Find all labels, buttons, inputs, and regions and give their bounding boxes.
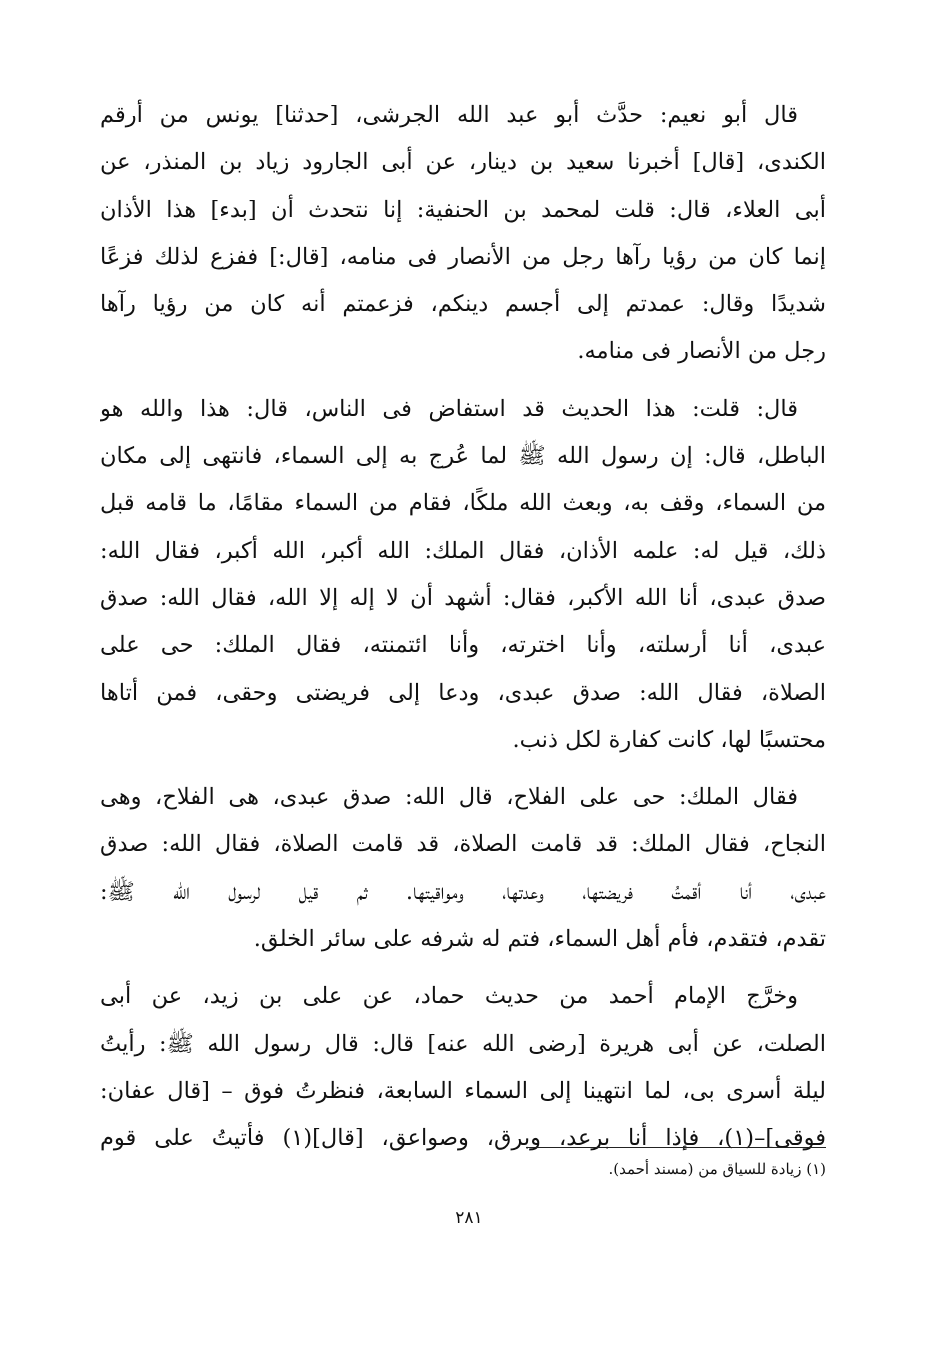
text-line: شديدًا وقال: عمدتم إلى أجسم دينكم، فزعمتم أنه كان من رؤيا رآها — [100, 291, 826, 318]
paragraph-1 — [100, 92, 826, 376]
text-line: الصلت، عن أبى هريرة [رضى الله عنه] قال: قال رسول الله ﷺ: رأيتُ — [100, 1030, 826, 1057]
body-text — [100, 92, 826, 1173]
text-line: الباطل، قال: إن رسول الله ﷺ لما عُرج به إلى السماء، فانتهى إلى مكان — [100, 443, 826, 470]
text-line: رجل من الأنصار فى منامه. — [577, 338, 826, 365]
text-line: من السماء، وقف به، وبعث الله ملكًا، فقام من السماء مقامًا، ما قامه قبل — [100, 490, 826, 517]
paragraph-4 — [100, 973, 826, 1162]
text-line: وخرَّج الإمام أحمد من حديث حماد، عن على بن زيد، عن أبى — [100, 983, 798, 1010]
text-line: صدق عبدى، أنا الله الأكبر، فقال: أشهد أن لا إله إلا الله، فقال الله: صدق — [100, 584, 826, 611]
text-line: ليلة أسرى بى، لما انتهينا إلى السماء السابعة، فنظرتُ فوق – [قال عفان: — [100, 1077, 826, 1104]
footnote-divider — [526, 1147, 826, 1148]
text-line: النجاح، فقال الملك: قد قامت الصلاة، قد قامت الصلاة، فقال الله: صدق — [100, 831, 826, 858]
footnote: (١) زيادة للسياق من (مسند أحمد). — [608, 1160, 826, 1178]
text-line: فقال الملك: حى على الفلاح، قال الله: صدق عبدى، هى الفلاح، وهى — [100, 784, 798, 811]
text-line: قال: قلت: هذا الحديث قد استفاض فى الناس، قال: هذا والله هو — [100, 395, 798, 422]
text-line: عبدى، أنا أقمتُ فريضتها، وعدتها، ومواقيتها. ثم قيل لرسول الله ﷺ: — [100, 878, 826, 905]
paragraph-2 — [100, 386, 826, 764]
text-line: الكندى، [قال] أخبرنا سعيد بن دينار، عن أبى الجارود زياد بن المنذر، عن — [100, 149, 826, 176]
paragraph-3 — [100, 774, 826, 963]
text-line: عبدى، أنا أرسلته، وأنا اخترته، وأنا ائتمنته، فقال الملك: حى على — [100, 632, 826, 659]
page-number: ٢٨١ — [455, 1208, 483, 1228]
text-line: فوقى]–(١)، فإذا أنا برعد، وبرق، وصواعق، [قال](١) فأتيتُ على قوم — [100, 1125, 826, 1152]
text-line: تقدم، فتقدم، فأم أهل السماء، فتم له شرفه على سائر الخلق. — [253, 926, 826, 953]
text-line: الصلاة، فقال الله: صدق عبدى، ودعا إلى فريضتى وحقى، فمن أتاها — [100, 679, 826, 706]
text-line: ذلك، قيل له: علمه الأذان، فقال الملك: الله أكبر، الله أكبر، فقال الله: — [100, 537, 826, 564]
text-line: إنما كان من رؤيا رآها رجل من الأنصار فى منامه، [قال:] ففزع لذلك فزعًا — [100, 243, 826, 270]
text-line: محتسبًا لها، كانت كفارة لكل ذنب. — [512, 726, 826, 753]
text-line: قال أبو نعيم: حدَّث أبو عبد الله الجرشى، [حدثنا] يونس من أرقم — [100, 102, 798, 128]
text-line: أبى العلاء، قال: قلت لمحمد بن الحنفية: إنا نتحدث أن [بدء] هذا الأذان — [100, 196, 826, 223]
